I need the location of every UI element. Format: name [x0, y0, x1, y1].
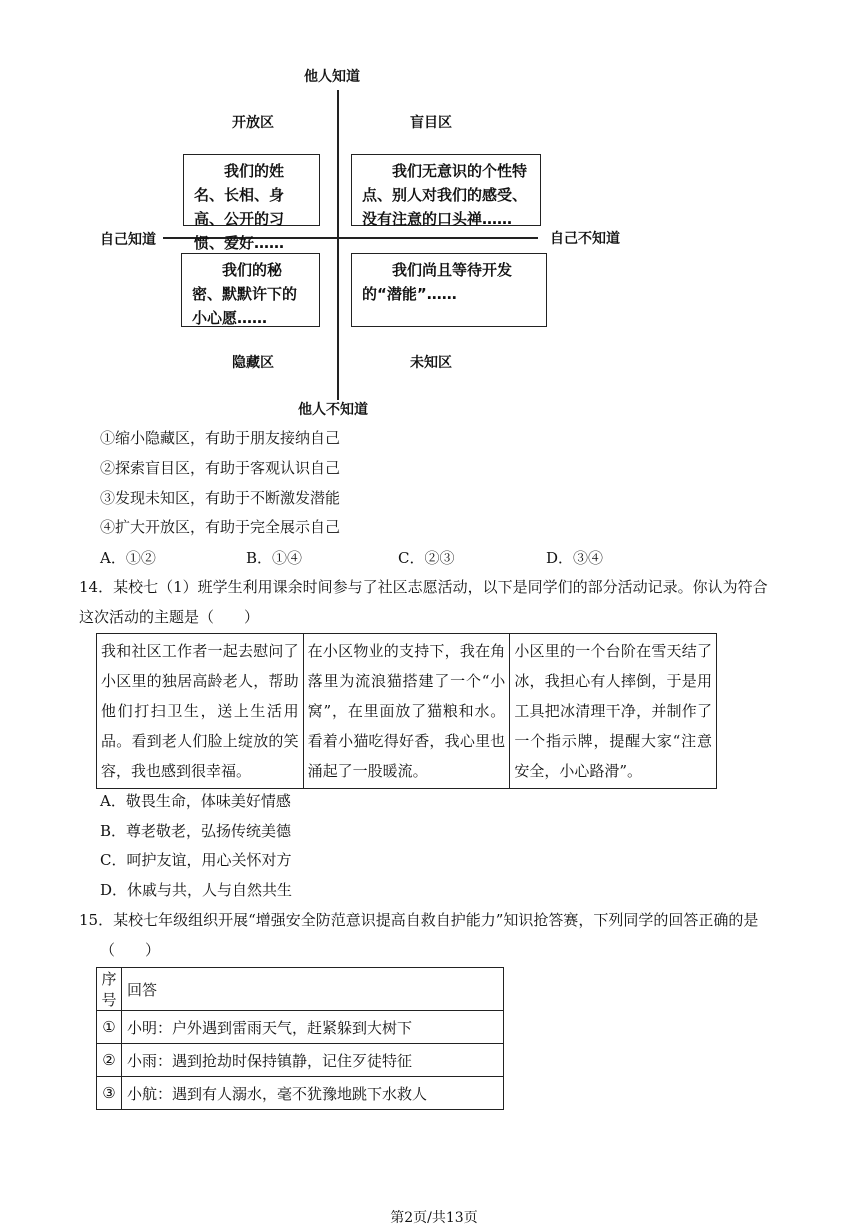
header-answer: 回答 [122, 968, 504, 1011]
q15-stem-line2: （ ） [100, 941, 161, 959]
page-footer: 第2页/共13页 [390, 1210, 478, 1226]
q13-option-a[interactable]: A．①② [100, 549, 156, 567]
unknown-area-box: 我们尚且等待开发的“潜能”…… [351, 253, 547, 327]
table-row [97, 1011, 504, 1044]
q15-answers-table [96, 967, 504, 1110]
q13-option-c[interactable]: C．②③ [398, 549, 455, 567]
axis-left-label: 自己知道 [100, 232, 156, 248]
row-answer: 小航：遇到有人溺水，毫不犹豫地跳下水救人 [122, 1077, 504, 1110]
axis-right-label: 自己不知道 [550, 231, 620, 247]
q14-records-table [96, 633, 717, 789]
statement-2: ②探索盲目区，有助于客观认识自己 [100, 459, 341, 477]
statement-1: ①缩小隐藏区，有助于朋友接纳自己 [100, 429, 341, 447]
q13-option-b[interactable]: B．①④ [246, 549, 303, 567]
q15-stem-line1: 15．某校七年级组织开展“增强安全防范意识提高自救自护能力”知识抢答赛，下列同学的回答正确的是 [79, 911, 759, 929]
table-row [97, 1044, 504, 1077]
blind-area-title: 盲目区 [410, 115, 452, 131]
record-3: 小区里的一个台阶在雪天结了冰，我担心有人摔倒，于是用工具把冰清理干净，并制作了一个指示牌，提醒大家“注意安全，小心路滑”。 [510, 634, 717, 789]
q13-option-d[interactable]: D．③④ [546, 549, 604, 567]
record-1: 我和社区工作者一起去慰问了小区里的独居高龄老人，帮助他们打扫卫生，送上生活用品。看到老人们脸上绽放的笑容，我也感到很幸福。 [97, 634, 304, 789]
row-index: ③ [97, 1077, 122, 1110]
header-index: 序号 [97, 968, 122, 1011]
statement-3: ③发现未知区，有助于不断激发潜能 [100, 489, 341, 507]
vertical-axis [337, 90, 339, 400]
row-index: ② [97, 1044, 122, 1077]
q14-option-c[interactable]: C．呵护友谊，用心关怀对方 [100, 851, 292, 869]
q14-option-d[interactable]: D．休戚与共，人与自然共生 [100, 881, 293, 899]
statement-4: ④扩大开放区，有助于完全展示自己 [100, 518, 341, 536]
blind-area-box: 我们无意识的个性特点、别人对我们的感受、没有注意的口头禅…… [351, 154, 541, 226]
axis-bottom-label: 他人不知道 [298, 402, 368, 418]
row-index: ① [97, 1011, 122, 1044]
axis-top-label: 他人知道 [304, 69, 360, 85]
open-area-box: 我们的姓名、长相、身高、公开的习惯、爱好…… [183, 154, 320, 226]
hidden-area-title: 隐藏区 [232, 355, 274, 371]
row-answer: 小明：户外遇到雷雨天气，赶紧躲到大树下 [122, 1011, 504, 1044]
q14-stem-line2: 这次活动的主题是（ ） [79, 608, 260, 626]
table-row [97, 1077, 504, 1110]
q14-option-b[interactable]: B．尊老敬老，弘扬传统美德 [100, 822, 292, 840]
open-area-title: 开放区 [232, 115, 274, 131]
table-header-row [97, 968, 504, 1011]
unknown-area-title: 未知区 [410, 355, 452, 371]
row-answer: 小雨：遇到抢劫时保持镇静，记住歹徒特征 [122, 1044, 504, 1077]
q14-stem-line1: 14．某校七（1）班学生利用课余时间参与了社区志愿活动，以下是同学们的部分活动记录。你认为符合 [79, 578, 768, 596]
q14-option-a[interactable]: A．敬畏生命，体味美好情感 [100, 792, 291, 810]
hidden-area-box: 我们的秘密、默默许下的小心愿…… [181, 253, 320, 327]
record-2: 在小区物业的支持下，我在角落里为流浪猫搭建了一个“小窝”，在里面放了猫粮和水。看着小猫吃得好香，我心里也涌起了一股暖流。 [303, 634, 510, 789]
